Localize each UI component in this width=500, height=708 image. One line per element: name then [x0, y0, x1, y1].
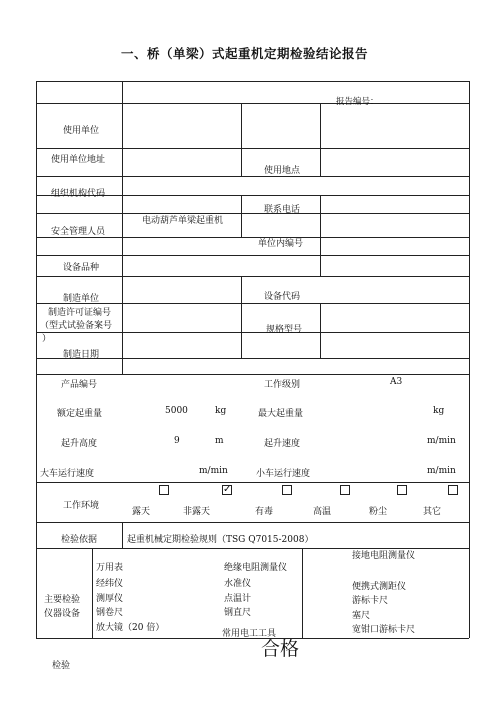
manufacturer-label: 制造单位 — [63, 294, 100, 304]
env-checkbox-3[interactable] — [340, 485, 350, 495]
instrument-item: 塞尺 — [352, 611, 371, 621]
rated-load-unit: kg — [215, 406, 227, 416]
env-option-label: 非露天 — [183, 507, 211, 517]
inspection-basis-value: 起重机械定期检验规则（TSG Q7015-2008） — [127, 535, 314, 545]
conclusion-value: 合格 — [261, 638, 300, 660]
lift-height-value: 9 — [174, 436, 180, 446]
rated-load-label: 额定起重量 — [57, 409, 103, 419]
env-option-label: 其它 — [423, 507, 442, 517]
work-class-label: 工作级别 — [264, 380, 301, 390]
inspection-label: 检验 — [52, 661, 71, 671]
user-address-label: 使用单位地址 — [51, 155, 106, 165]
crab-speed-label: 小车运行速度 — [256, 469, 311, 479]
crab-speed-unit: m/min — [427, 466, 456, 476]
instrument-item: 万用表 — [96, 563, 124, 573]
user-unit-label: 使用单位 — [63, 126, 100, 136]
instrument-item: 钢直尺 — [224, 608, 252, 618]
instrument-item: 接地电阻测量仪 — [352, 551, 416, 561]
instrument-item: 便携式测距仪 — [352, 582, 407, 592]
env-option-label: 高温 — [313, 507, 332, 517]
report-number-label: 报告编号： — [336, 97, 379, 107]
trolley-speed-label: 大车运行速度 — [40, 469, 95, 479]
instruments-label: 主要检验 — [44, 595, 81, 605]
unit-internal-no-label: 单位内编号 — [258, 239, 304, 249]
equipment-type-label: 设备品种 — [63, 263, 100, 273]
safety-manager-label: 安全管理人员 — [51, 227, 106, 237]
org-code-label: 组织机构代码 — [51, 189, 106, 199]
equipment-code-label: 设备代码 — [264, 292, 301, 302]
page-title: 一、桥（单梁）式起重机定期检验结论报告 — [121, 46, 369, 61]
env-checkbox-4[interactable] — [397, 485, 407, 495]
equipment-type-value: 电动葫芦单梁起重机 — [142, 216, 224, 226]
type-test-close: ） — [42, 334, 52, 344]
max-load-label: 最大起重量 — [258, 409, 304, 419]
type-test-label: （型式试验备案号 — [40, 321, 113, 331]
max-load-unit: kg — [433, 406, 445, 416]
trolley-speed-unit: m/min — [199, 466, 228, 476]
lift-speed-label: 起升速度 — [264, 439, 301, 449]
instrument-item: 水准仪 — [224, 579, 252, 589]
env-checkbox-0[interactable] — [159, 485, 169, 495]
env-option-label: 露天 — [132, 507, 151, 517]
env-checkbox-5[interactable] — [448, 485, 458, 495]
lift-speed-unit: m/min — [427, 436, 456, 446]
instruments-label-2: 仪器设备 — [44, 609, 81, 619]
env-option-label: 有毒 — [255, 507, 274, 517]
env-option-label: 粉尘 — [369, 507, 388, 517]
env-checkbox-1[interactable]: ✓ — [223, 484, 232, 495]
mfg-license-label: 制造许可证编号 — [48, 308, 112, 318]
instrument-item: 游标卡尺 — [352, 596, 389, 606]
work-class-value: A3 — [390, 377, 403, 387]
instrument-item: 绝缘电阻测量仪 — [224, 563, 288, 573]
instrument-item: 点温计 — [224, 594, 252, 604]
lift-height-unit: m — [215, 436, 224, 446]
instrument-item: 宽钳口游标卡尺 — [352, 625, 416, 635]
env-checkbox-2[interactable] — [282, 485, 292, 495]
contact-phone-label: 联系电话 — [264, 205, 301, 215]
use-location-label: 使用地点 — [264, 166, 301, 176]
instrument-item: 测厚仪 — [96, 594, 124, 604]
inspection-basis-label: 检验依据 — [61, 535, 98, 545]
product-no-label: 产品编号 — [61, 380, 98, 390]
mfg-date-label: 制造日期 — [63, 350, 100, 360]
lift-height-label: 起升高度 — [61, 439, 98, 449]
environment-label: 工作环境 — [63, 501, 100, 511]
instrument-item: 放大镜（20 倍） — [96, 623, 165, 633]
instrument-item: 常用电工工具 — [222, 629, 277, 639]
model-spec-label: 规格型号 — [266, 325, 303, 335]
rated-load-value: 5000 — [165, 406, 188, 416]
instrument-item: 经纬仪 — [96, 579, 124, 589]
instrument-item: 钢卷尺 — [96, 608, 124, 618]
